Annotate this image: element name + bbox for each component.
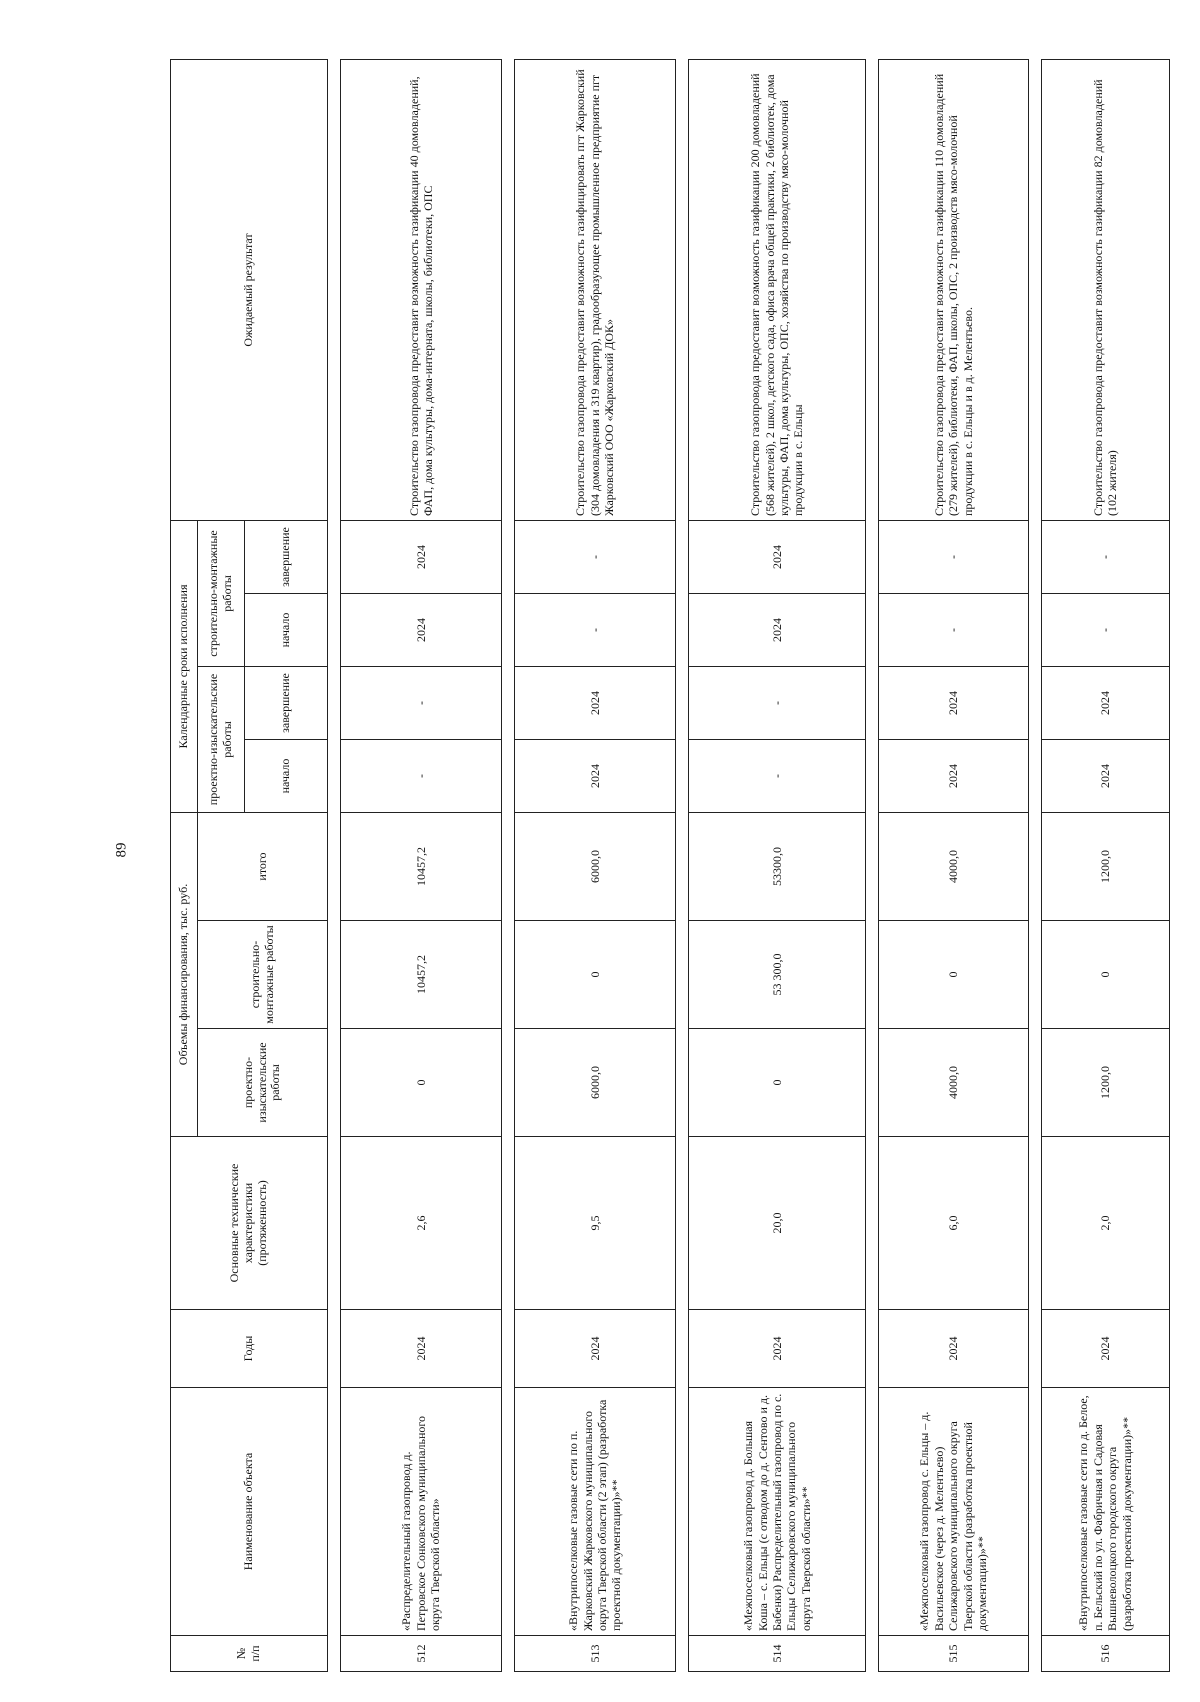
page-number-text: 89 [113,842,130,858]
spacer-row [502,59,515,1671]
header-cons-start: начало [245,594,328,667]
cell-design-start: 2024 [514,740,675,813]
cell-design-end: 2024 [514,667,675,740]
cell-num: 516 [1041,1636,1170,1672]
header-design-end: завершение [245,667,328,740]
spacer-row [866,59,879,1671]
cell-cons-end: 2024 [340,520,501,593]
cell-cons-start: - [1041,594,1170,667]
header-cal-design: проектно-изыскательские работы [198,667,245,813]
cell-result: Строительство газопровода предоставит возможность газификации 40 домовладений, ФАП, дома культуры, дома-интерната, школы, библиотеки, ОПС [340,59,501,520]
cell-length: 2,0 [1041,1137,1170,1310]
cell-name: «Распределительный газопровод д. Петровское Сонковского муниципального округа Тверской области» [340,1388,501,1636]
spacer-cell [1028,59,1041,1671]
spacer-cell [676,59,689,1671]
spacer-cell [502,59,515,1671]
cell-design-end: 2024 [1041,667,1170,740]
table-row [514,59,675,1671]
cell-fin-design: 1200,0 [1041,1029,1170,1137]
cell-year: 2024 [514,1310,675,1388]
cell-cons-end: - [879,520,1028,593]
cell-cons-end: - [1041,520,1170,593]
cell-result: Строительство газопровода предоставит возможность газификации 200 домовладений (568 жителей), 2 школ, детского сада, офиса врача общей практики, 2 библиотек, дома культуры, ФАП, дома культуры, ОПС, хозяйства по производству мясо-молочной продукции в с. Ельцы [688,59,866,520]
cell-name: «Межпоселковый газопровод д. Большая Коша – с. Ельцы (с отводом до д. Сентово и д. Бабенки) Распределительный газопровод по с. Ельцы Селижаровского муниципального округа Тверской области»** [688,1388,866,1636]
cell-num: 515 [879,1636,1028,1672]
header-cons-end: завершение [245,520,328,593]
header-name: Наименование объекта [171,1388,328,1636]
spacer-cell [328,59,341,1671]
cell-name: «Внутрипоселковые газовые сети по д. Белое, п. Бельский по ул. Фабричная и Садовая Вышневолоцкого городского округа (разработка проектной документации)»** [1041,1388,1170,1636]
cell-design-start: 2024 [879,740,1028,813]
cell-fin-total: 53300,0 [688,813,866,921]
header-row-1 [171,59,198,1671]
cell-fin-construction: 0 [514,921,675,1029]
cell-name: «Межпоселковый газопровод с. Ельцы – д. Васильевское (через д. Мелентьево) Селижаровского муниципального округа Тверской области (разработка проектной документации)»** [879,1388,1028,1636]
cell-year: 2024 [1041,1310,1170,1388]
cell-length: 6,0 [879,1137,1028,1310]
cell-num: 512 [340,1636,501,1672]
cell-length: 20,0 [688,1137,866,1310]
cell-fin-design: 0 [688,1029,866,1137]
spacer-row [676,59,689,1671]
spacer-row [328,59,341,1671]
cell-fin-construction: 0 [1041,921,1170,1029]
cell-fin-construction: 10457,2 [340,921,501,1029]
cell-num: 513 [514,1636,675,1672]
cell-fin-construction: 0 [879,921,1028,1029]
table-row [688,59,866,1671]
cell-fin-design: 6000,0 [514,1029,675,1137]
header-fin-design: проектно-изыскательские работы [198,1029,328,1137]
header-cal-construction: строительно-монтажные работы [198,520,245,666]
cell-fin-construction: 53 300,0 [688,921,866,1029]
cell-fin-total: 1200,0 [1041,813,1170,921]
cell-cons-end: - [514,520,675,593]
cell-cons-start: - [514,594,675,667]
header-finance-group: Объемы финансирования, тыс. руб. [171,813,198,1137]
cell-design-start: - [340,740,501,813]
header-num: № п/п [171,1636,328,1672]
cell-num: 514 [688,1636,866,1672]
header-tech: Основные технические характеристики (протяженность) [171,1137,328,1310]
table-row [1041,59,1170,1671]
cell-result: Строительство газопровода предоставит возможность газификации 110 домовладений (279 жителей), библиотеки, ФАП, школы, ОПС, 2 производств мясо-молочной продукции в с. Ельцы и в д. Мелентьево. [879,59,1028,520]
table-row [340,59,501,1671]
cell-result: Строительство газопровода предоставит возможность газификации 82 домовладений (102 жителя) [1041,59,1170,520]
cell-fin-total: 6000,0 [514,813,675,921]
header-years: Годы [171,1310,328,1388]
cell-year: 2024 [340,1310,501,1388]
cell-cons-start: - [879,594,1028,667]
cell-fin-total: 10457,2 [340,813,501,921]
cell-design-end: 2024 [879,667,1028,740]
header-design-start: начало [245,740,328,813]
cell-cons-start: 2024 [340,594,501,667]
cell-length: 9,5 [514,1137,675,1310]
cell-design-end: - [688,667,866,740]
header-result: Ожидаемый результат [171,59,328,520]
spacer-cell [866,59,879,1671]
cell-fin-total: 4000,0 [879,813,1028,921]
cell-fin-design: 4000,0 [879,1029,1028,1137]
table-row [879,59,1028,1671]
cell-design-start: - [688,740,866,813]
cell-length: 2,6 [340,1137,501,1310]
cell-name: «Внутрипоселковые газовые сети по п. Жарковский Жарковского муниципального округа Тверской области (2 этап) (разработка проектной документации)»** [514,1388,675,1636]
rotated-table-container [170,60,1170,1672]
cell-cons-end: 2024 [688,520,866,593]
cell-design-end: - [340,667,501,740]
cell-design-start: 2024 [1041,740,1170,813]
gas-pipeline-table [170,59,1170,1672]
header-calendar-group: Календарные сроки исполнения [171,520,198,812]
cell-cons-start: 2024 [688,594,866,667]
header-fin-total: итого [198,813,328,921]
cell-year: 2024 [879,1310,1028,1388]
header-fin-construction: строительно-монтажные работы [198,921,328,1029]
spacer-row [1028,59,1041,1671]
page-number [112,835,132,865]
cell-result: Строительство газопровода предоставит возможность газифицировать пгт Жарковский (304 домовладения и 319 квартир), градообразующее промышленное предприятие пгт Жарковский ООО «Жарковский ДОК» [514,59,675,520]
cell-fin-design: 0 [340,1029,501,1137]
cell-year: 2024 [688,1310,866,1388]
